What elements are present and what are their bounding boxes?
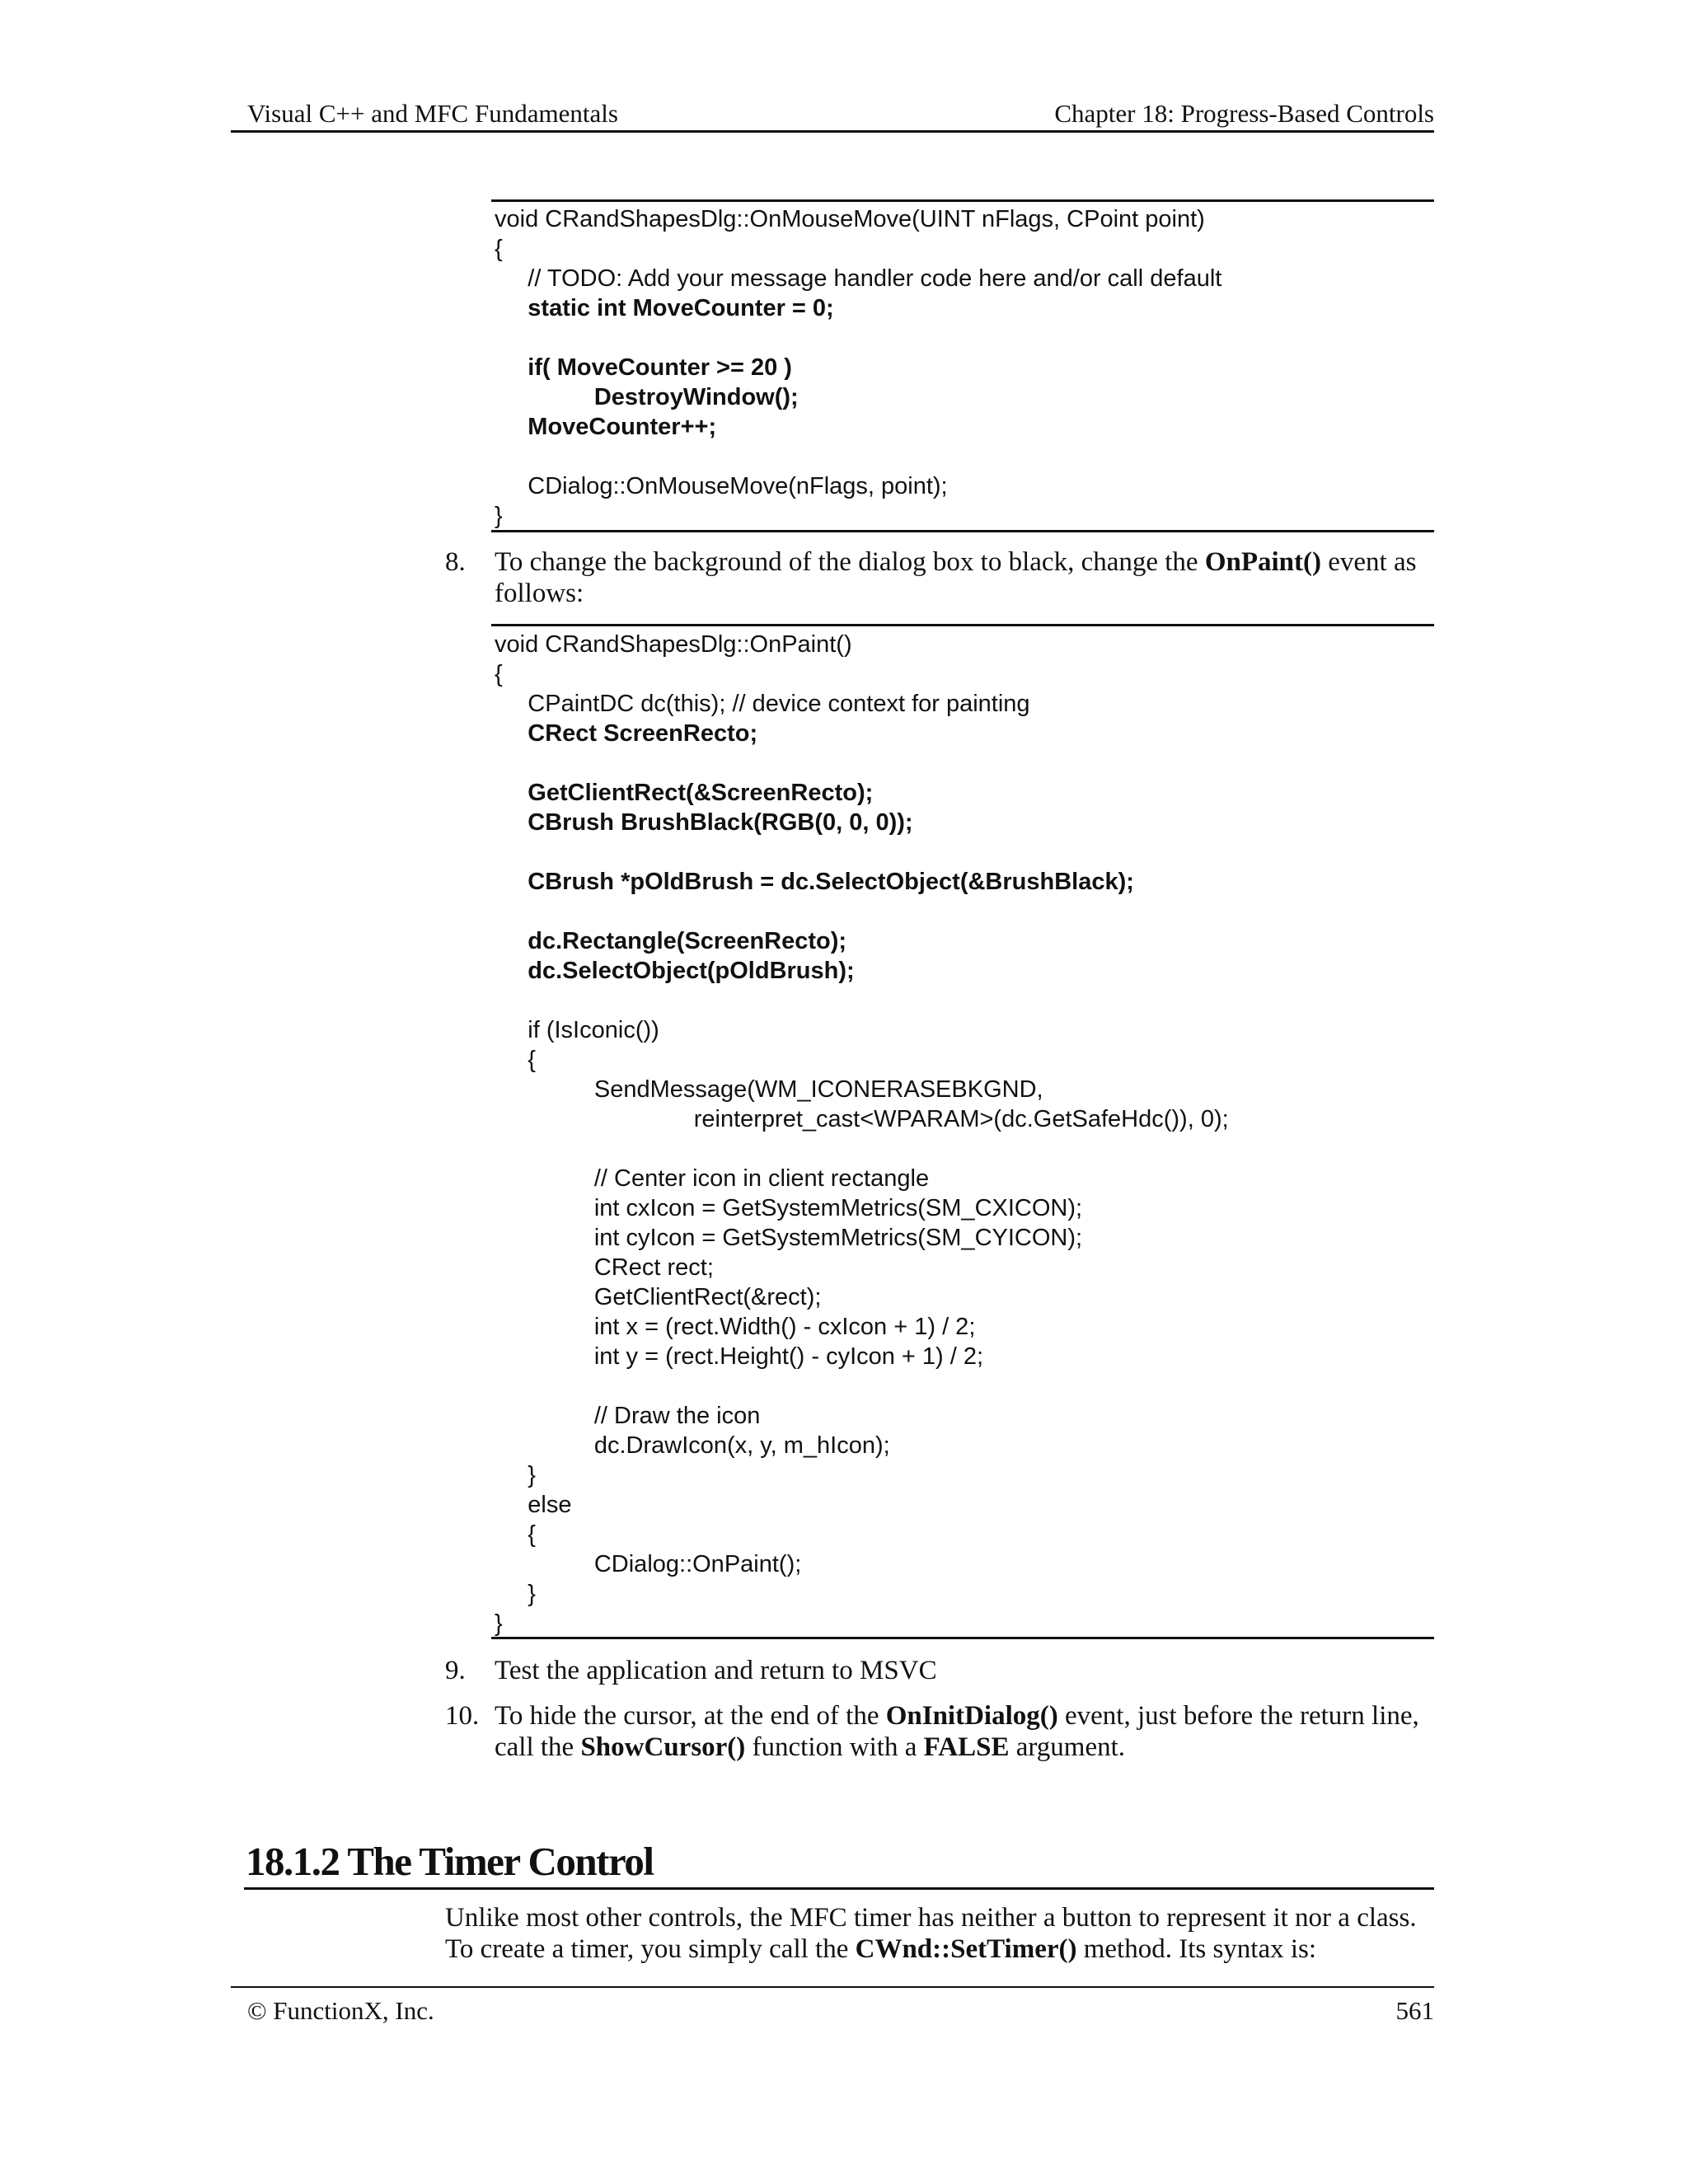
running-header-chapter: Chapter 18: Progress-Based Controls	[1054, 99, 1434, 128]
step-8-text: To change the background of the dialog box to black, change the OnPaint() event as follows:	[495, 547, 1417, 608]
code-line: int cyIcon = GetSystemMetrics(SM_CYICON);	[495, 1225, 1083, 1251]
timer-intro-paragraph: Unlike most other controls, the MFC timer has neither a button to represent it nor a class. To create a timer, you simply call the CWnd::SetTimer() method. Its syntax is:	[445, 1903, 1417, 1964]
code-line: // Draw the icon	[495, 1403, 761, 1429]
code-line: dc.SelectObject(pOldBrush);	[495, 958, 855, 984]
code-line: reinterpret_cast<WPARAM>(dc.GetSafeHdc()), 0);	[495, 1106, 1229, 1132]
step-number: 8.	[445, 547, 466, 577]
step-10-text: To hide the cursor, at the end of the OnInitDialog() event, just before the return line, call the ShowCursor() function with a FALSE argument.	[495, 1701, 1419, 1762]
code-line: dc.Rectangle(ScreenRecto);	[495, 928, 847, 954]
section-heading: 18.1.2 The Timer Control	[246, 1839, 654, 1884]
running-header-title: Visual C++ and MFC Fundamentals	[247, 99, 618, 128]
false-keyword: FALSE	[923, 1732, 1010, 1762]
step-number: 9.	[445, 1656, 466, 1685]
code-line: GetClientRect(&rect);	[495, 1284, 822, 1310]
code-line: // Center icon in client rectangle	[495, 1165, 930, 1192]
code-line: CDialog::OnPaint();	[495, 1551, 802, 1577]
code-line: }	[495, 1610, 503, 1637]
code-block-2	[495, 630, 1229, 1638]
step-9-text: Test the application and return to MSVC	[495, 1656, 937, 1685]
code-line: void CRandShapesDlg::OnMouseMove(UINT nFlags, CPoint point)	[495, 206, 1205, 232]
code-line: static int MoveCounter = 0;	[495, 295, 834, 321]
code-line: if (IsIconic())	[495, 1017, 659, 1043]
code-line: {	[495, 661, 503, 687]
code-line: SendMessage(WM_ICONERASEBKGND,	[495, 1076, 1043, 1103]
code-block-1	[495, 204, 1221, 531]
code-line: int y = (rect.Height() - cyIcon + 1) / 2;	[495, 1343, 984, 1370]
step-number: 10.	[445, 1701, 480, 1731]
code-line: DestroyWindow();	[495, 384, 799, 410]
footer-copyright: © FunctionX, Inc.	[247, 1996, 434, 2025]
code-block-2-top-rule	[491, 624, 1434, 626]
code-line: {	[495, 1047, 536, 1073]
code-line: int x = (rect.Width() - cxIcon + 1) / 2;	[495, 1314, 976, 1340]
code-line: dc.DrawIcon(x, y, m_hIcon);	[495, 1432, 890, 1459]
footer-rule	[231, 1986, 1434, 1988]
code-block-1-top-rule	[491, 199, 1434, 202]
code-line: GetClientRect(&ScreenRecto);	[495, 780, 874, 806]
page-number: 561	[1395, 1996, 1434, 2025]
section-heading-rule	[244, 1887, 1434, 1890]
code-line: CRect rect;	[495, 1254, 714, 1281]
code-line: void CRandShapesDlg::OnPaint()	[495, 631, 852, 658]
code-line: }	[495, 1462, 536, 1488]
code-line: {	[495, 236, 503, 262]
code-line: int cxIcon = GetSystemMetrics(SM_CXICON);	[495, 1195, 1083, 1221]
code-line: MoveCounter++;	[495, 414, 717, 440]
code-line: if( MoveCounter >= 20 )	[495, 354, 792, 381]
code-line: else	[495, 1492, 572, 1518]
code-line: CBrush *pOldBrush = dc.SelectObject(&BrushBlack);	[495, 869, 1134, 895]
oninitdialog-keyword: OnInitDialog()	[885, 1701, 1058, 1731]
code-line: CPaintDC dc(this); // device context for painting	[495, 691, 1030, 717]
settimer-keyword: CWnd::SetTimer()	[855, 1934, 1077, 1964]
code-line: }	[495, 503, 503, 529]
showcursor-keyword: ShowCursor()	[580, 1732, 746, 1762]
code-block-2-bottom-rule	[491, 1637, 1434, 1639]
onpaint-keyword: OnPaint()	[1204, 547, 1321, 577]
code-line: }	[495, 1581, 536, 1607]
code-line: CBrush BrushBlack(RGB(0, 0, 0));	[495, 809, 913, 836]
code-line: {	[495, 1521, 536, 1548]
code-line: CRect ScreenRecto;	[495, 720, 758, 747]
code-line: // TODO: Add your message handler code here and/or call default	[495, 265, 1222, 292]
header-rule	[231, 130, 1434, 133]
code-block-1-bottom-rule	[491, 530, 1434, 532]
code-line: CDialog::OnMouseMove(nFlags, point);	[495, 473, 948, 499]
